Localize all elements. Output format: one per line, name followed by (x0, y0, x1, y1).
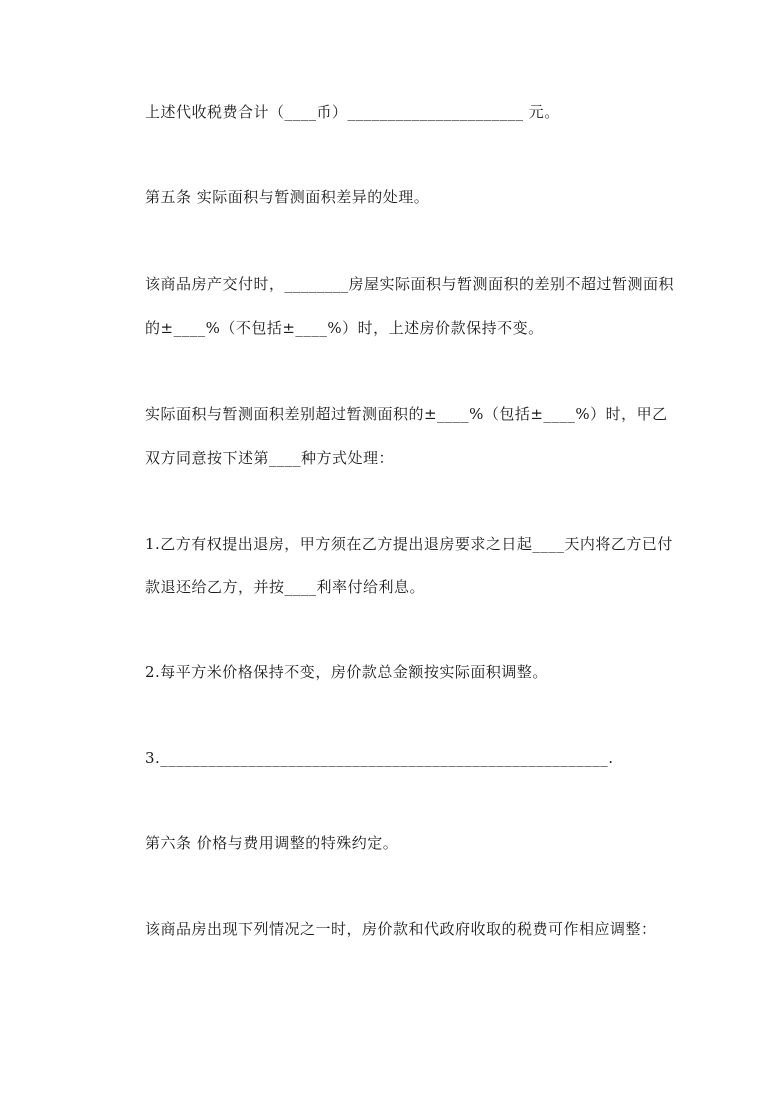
article-6-heading: 第六条 价格与费用调整的特殊约定。 (145, 834, 399, 852)
option-1-line-2: 款退还给乙方，并按____利率付给利息。 (145, 578, 426, 596)
option-2-line: 2.每平方米价格保持不变，房价款总金额按实际面积调整。 (145, 663, 548, 681)
option-1-line-1: 1.乙方有权提出退房，甲方须在乙方提出退房要求之日起____天内将乙方已付 (145, 535, 673, 553)
option-3-line: 3.________________________________________________________. (145, 749, 614, 767)
tax-total-line: 上述代收税费合计（____币）______________________ 元。 (145, 103, 560, 121)
paragraph-delivery-line-1: 该商品房产交付时，________房屋实际面积与暂测面积的差别不超过暂测面积 (145, 275, 675, 293)
paragraph-adjustment-line: 该商品房出现下列情况之一时，房价款和代政府收取的税费可作相应调整： (145, 920, 657, 938)
paragraph-exceed-line-1: 实际面积与暂测面积差别超过暂测面积的±____%（包括±____%）时，甲乙 (145, 405, 668, 423)
paragraph-delivery-line-2: 的±____%（不包括±____%）时，上述房价款保持不变。 (145, 319, 544, 337)
article-5-heading: 第五条 实际面积与暂测面积差异的处理。 (145, 188, 430, 206)
paragraph-exceed-line-2: 双方同意按下述第____种方式处理： (145, 449, 395, 467)
